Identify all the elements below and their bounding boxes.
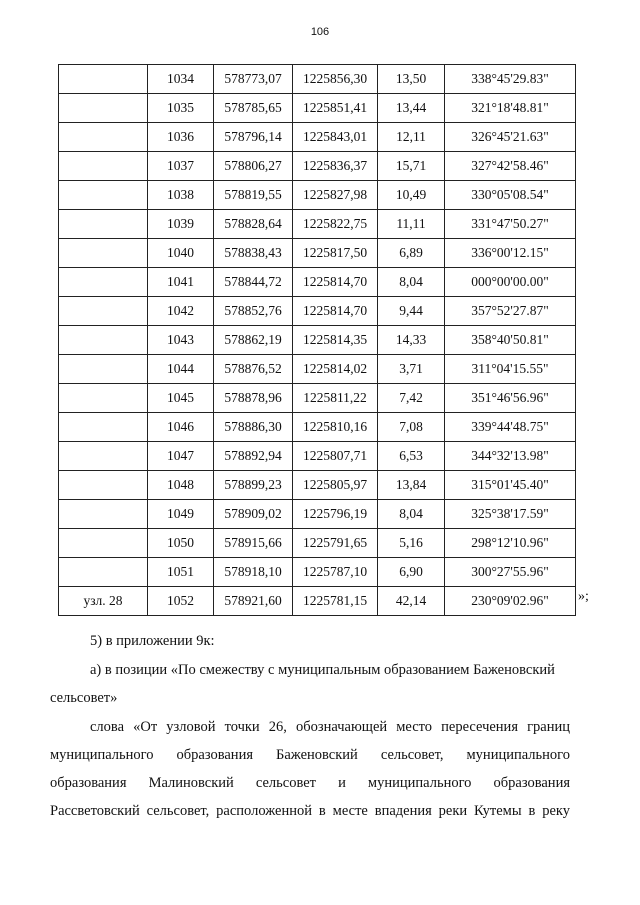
coordinates-table-body: [59, 65, 576, 616]
cell-bearing: 300°27'55.96": [445, 558, 576, 587]
cell-bearing: 325°38'17.59": [445, 500, 576, 529]
body-line-3: образования Малиновский сельсовет и муниципального образования: [50, 775, 570, 791]
cell-node-label: узл. 28: [59, 587, 148, 616]
cell-x-coordinate: 578921,60: [214, 587, 293, 616]
cell-node-label: [59, 355, 148, 384]
table-row: [59, 152, 576, 181]
cell-point-number: 1048: [148, 471, 214, 500]
cell-node-label: [59, 123, 148, 152]
cell-node-label: [59, 529, 148, 558]
coordinates-table: [58, 64, 576, 616]
cell-y-coordinate: 1225856,30: [293, 65, 378, 94]
cell-point-number: 1046: [148, 413, 214, 442]
cell-distance: 8,04: [378, 268, 445, 297]
cell-bearing: 326°45'21.63": [445, 123, 576, 152]
cell-distance: 6,90: [378, 558, 445, 587]
cell-bearing: 338°45'29.83": [445, 65, 576, 94]
cell-x-coordinate: 578852,76: [214, 297, 293, 326]
cell-bearing: 357°52'27.87": [445, 297, 576, 326]
cell-distance: 8,04: [378, 500, 445, 529]
cell-node-label: [59, 297, 148, 326]
cell-x-coordinate: 578892,94: [214, 442, 293, 471]
cell-y-coordinate: 1225822,75: [293, 210, 378, 239]
cell-distance: 3,71: [378, 355, 445, 384]
cell-bearing: 344°32'13.98": [445, 442, 576, 471]
cell-point-number: 1036: [148, 123, 214, 152]
cell-x-coordinate: 578828,64: [214, 210, 293, 239]
cell-x-coordinate: 578773,07: [214, 65, 293, 94]
cell-distance: 11,11: [378, 210, 445, 239]
cell-point-number: 1052: [148, 587, 214, 616]
cell-distance: 13,44: [378, 94, 445, 123]
table-row: [59, 384, 576, 413]
table-row: [59, 94, 576, 123]
table-row: [59, 587, 576, 616]
page-number: 106: [310, 26, 330, 38]
cell-y-coordinate: 1225814,02: [293, 355, 378, 384]
cell-distance: 13,84: [378, 471, 445, 500]
cell-point-number: 1041: [148, 268, 214, 297]
cell-x-coordinate: 578909,02: [214, 500, 293, 529]
cell-node-label: [59, 210, 148, 239]
table-row: [59, 558, 576, 587]
table-row: [59, 268, 576, 297]
cell-y-coordinate: 1225810,16: [293, 413, 378, 442]
body-line-1: слова «От узловой точки 26, обозначающей место пересечения границ: [90, 719, 570, 735]
cell-y-coordinate: 1225827,98: [293, 181, 378, 210]
cell-point-number: 1044: [148, 355, 214, 384]
cell-x-coordinate: 578878,96: [214, 384, 293, 413]
table-row: [59, 210, 576, 239]
cell-point-number: 1050: [148, 529, 214, 558]
cell-distance: 14,33: [378, 326, 445, 355]
cell-x-coordinate: 578838,43: [214, 239, 293, 268]
cell-point-number: 1045: [148, 384, 214, 413]
cell-distance: 7,08: [378, 413, 445, 442]
cell-y-coordinate: 1225805,97: [293, 471, 378, 500]
cell-y-coordinate: 1225811,22: [293, 384, 378, 413]
cell-bearing: 311°04'15.55": [445, 355, 576, 384]
cell-y-coordinate: 1225814,35: [293, 326, 378, 355]
cell-bearing: 298°12'10.96": [445, 529, 576, 558]
cell-distance: 5,16: [378, 529, 445, 558]
cell-x-coordinate: 578796,14: [214, 123, 293, 152]
cell-y-coordinate: 1225796,19: [293, 500, 378, 529]
cell-node-label: [59, 500, 148, 529]
cell-y-coordinate: 1225836,37: [293, 152, 378, 181]
cell-bearing: 330°05'08.54": [445, 181, 576, 210]
cell-bearing: 321°18'48.81": [445, 94, 576, 123]
cell-node-label: [59, 471, 148, 500]
cell-x-coordinate: 578915,66: [214, 529, 293, 558]
cell-distance: 6,53: [378, 442, 445, 471]
cell-bearing: 358°40'50.81": [445, 326, 576, 355]
cell-bearing: 327°42'58.46": [445, 152, 576, 181]
cell-point-number: 1042: [148, 297, 214, 326]
table-row: [59, 181, 576, 210]
cell-y-coordinate: 1225817,50: [293, 239, 378, 268]
cell-node-label: [59, 152, 148, 181]
cell-point-number: 1038: [148, 181, 214, 210]
table-row: [59, 471, 576, 500]
cell-y-coordinate: 1225851,41: [293, 94, 378, 123]
cell-distance: 7,42: [378, 384, 445, 413]
cell-node-label: [59, 413, 148, 442]
table-row: [59, 355, 576, 384]
cell-point-number: 1043: [148, 326, 214, 355]
cell-node-label: [59, 94, 148, 123]
cell-node-label: [59, 239, 148, 268]
cell-point-number: 1034: [148, 65, 214, 94]
cell-y-coordinate: 1225787,10: [293, 558, 378, 587]
cell-distance: 13,50: [378, 65, 445, 94]
table-row: [59, 65, 576, 94]
cell-y-coordinate: 1225843,01: [293, 123, 378, 152]
table-row: [59, 442, 576, 471]
cell-point-number: 1040: [148, 239, 214, 268]
item-5-heading: 5) в приложении 9к:: [90, 633, 215, 649]
cell-y-coordinate: 1225807,71: [293, 442, 378, 471]
cell-node-label: [59, 181, 148, 210]
table-row: [59, 123, 576, 152]
cell-x-coordinate: 578886,30: [214, 413, 293, 442]
cell-point-number: 1039: [148, 210, 214, 239]
cell-x-coordinate: 578844,72: [214, 268, 293, 297]
body-line-4: Рассветовский сельсовет, расположенной в месте впадения реки Кутемы в реку: [50, 803, 570, 819]
cell-bearing: 331°47'50.27": [445, 210, 576, 239]
cell-x-coordinate: 578819,55: [214, 181, 293, 210]
cell-distance: 15,71: [378, 152, 445, 181]
table-row: [59, 500, 576, 529]
table-row: [59, 529, 576, 558]
cell-y-coordinate: 1225814,70: [293, 297, 378, 326]
cell-node-label: [59, 268, 148, 297]
cell-point-number: 1051: [148, 558, 214, 587]
cell-point-number: 1035: [148, 94, 214, 123]
cell-bearing: 230°09'02.96": [445, 587, 576, 616]
cell-bearing: 339°44'48.75": [445, 413, 576, 442]
cell-distance: 42,14: [378, 587, 445, 616]
cell-y-coordinate: 1225791,65: [293, 529, 378, 558]
cell-node-label: [59, 442, 148, 471]
item-a-paragraph: [50, 656, 570, 712]
cell-x-coordinate: 578785,65: [214, 94, 293, 123]
cell-bearing: 351°46'56.96": [445, 384, 576, 413]
cell-distance: 9,44: [378, 297, 445, 326]
cell-x-coordinate: 578899,23: [214, 471, 293, 500]
cell-point-number: 1047: [148, 442, 214, 471]
cell-y-coordinate: 1225781,15: [293, 587, 378, 616]
cell-bearing: 315°01'45.40": [445, 471, 576, 500]
table-row: [59, 239, 576, 268]
cell-node-label: [59, 384, 148, 413]
cell-distance: 6,89: [378, 239, 445, 268]
item-a-line-1: а) в позиции «По смежеству с муниципальным образованием Баженовский: [90, 662, 555, 678]
item-a-line-2: сельсовет»: [50, 690, 118, 706]
cell-node-label: [59, 326, 148, 355]
cell-y-coordinate: 1225814,70: [293, 268, 378, 297]
cell-x-coordinate: 578862,19: [214, 326, 293, 355]
cell-x-coordinate: 578876,52: [214, 355, 293, 384]
cell-distance: 12,11: [378, 123, 445, 152]
cell-bearing: 336°00'12.15": [445, 239, 576, 268]
table-row: [59, 297, 576, 326]
cell-bearing: 000°00'00.00": [445, 268, 576, 297]
body-paragraph: [50, 713, 570, 825]
cell-point-number: 1049: [148, 500, 214, 529]
cell-point-number: 1037: [148, 152, 214, 181]
table-row: [59, 326, 576, 355]
body-line-2: муниципального образования Баженовский сельсовет, муниципального: [50, 747, 570, 763]
cell-distance: 10,49: [378, 181, 445, 210]
cell-x-coordinate: 578806,27: [214, 152, 293, 181]
cell-node-label: [59, 65, 148, 94]
table-row: [59, 413, 576, 442]
cell-x-coordinate: 578918,10: [214, 558, 293, 587]
table-closing-quote: »;: [578, 589, 589, 604]
cell-node-label: [59, 558, 148, 587]
